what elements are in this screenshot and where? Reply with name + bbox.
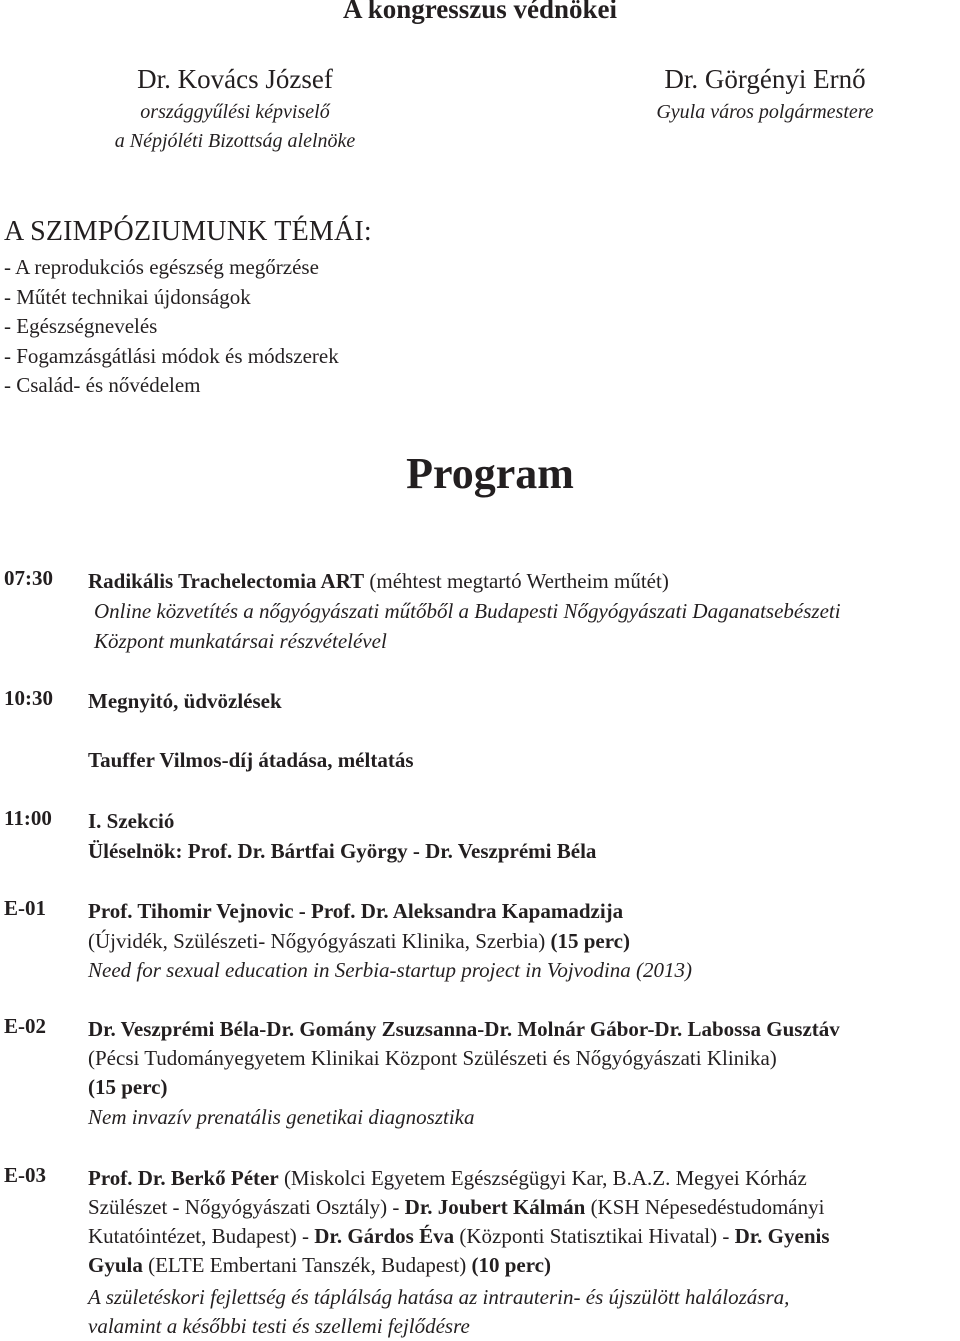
author-name: Dr. Gyenis [734, 1224, 830, 1248]
talk-code: E-02 [4, 1014, 46, 1038]
topic-item: - Egészségnevelés [4, 314, 158, 339]
affiliation-text: Szülészet - Nőgyógyászati Osztály) - [88, 1195, 405, 1219]
affiliation-text: (KSH Népesedéstudományi [585, 1195, 825, 1219]
patron-right-name: Dr. Görgényi Ernő [664, 64, 866, 94]
author-name: Prof. Dr. Berkő Péter [88, 1166, 279, 1190]
program-item-note: Központ munkatársai részvételével [94, 629, 387, 653]
talk-affiliation: (Pécsi Tudományegyetem Klinikai Központ Szülészeti és Nőgyógyászati Klinika) [88, 1046, 777, 1070]
talk-affiliation [88, 926, 630, 956]
program-item-title-bold: Radikális Trachelectomia ART [88, 569, 365, 593]
affiliation-text: Kutatóintézet, Budapest) - [88, 1224, 315, 1248]
author-name: Dr. Joubert Kálmán [404, 1195, 586, 1219]
talk-duration: (15 perc) [88, 1075, 168, 1099]
symposium-topics-heading: A SZIMPÓZIUMUNK TÉMÁI: [4, 216, 372, 247]
topic-item: - A reprodukciós egészség megőrzése [4, 255, 319, 279]
talk-authors: Prof. Tihomir Vejnovic - Prof. Dr. Aleksandra Kapamadzija [88, 899, 624, 923]
patron-left-role-1: országgyűlési képviselő [140, 101, 330, 123]
program-item-title-rest: (méhtest megtartó Wertheim műtét) [364, 569, 669, 593]
talk-authors-line [88, 1192, 824, 1222]
program-time: 10:30 [4, 686, 53, 710]
patrons-heading: A kongresszus védnökei [342, 0, 618, 24]
program-time: 11:00 [4, 806, 52, 830]
patron-left-name: Dr. Kovács József [137, 64, 333, 94]
author-name: Gyula [88, 1253, 143, 1277]
program-time: 07:30 [4, 566, 53, 590]
affiliation-text: (Miskolci Egyetem Egészségügyi Kar, B.A.Z. Megyei Kórház [278, 1166, 807, 1190]
talk-code: E-01 [4, 896, 46, 920]
symposium-topic-list [4, 253, 339, 401]
talk-duration: (10 perc) [471, 1253, 551, 1277]
talk-authors-line [88, 1250, 551, 1280]
talk-authors-line [88, 1221, 830, 1251]
author-name: Dr. Gárdos Éva [314, 1224, 455, 1248]
topic-item: - Fogamzásgátlási módok és módszerek [4, 343, 339, 368]
program-heading: Program [406, 449, 574, 498]
talk-code: E-03 [4, 1163, 46, 1187]
affiliation-text: (Központi Statisztikai Hivatal) - [454, 1224, 735, 1248]
topic-item: - Műtét technikai újdonságok [4, 284, 251, 309]
affiliation-text: (Újvidék, Szülészeti- Nőgyógyászati Klinika, Szerbia) [88, 929, 551, 953]
talk-title: Need for sexual education in Serbia-startup project in Vojvodina (2013) [88, 958, 693, 982]
session-title: I. Szekció [88, 809, 175, 833]
program-item-title: Megnyitó, üdvözlések [88, 689, 282, 713]
program-item-title [88, 566, 669, 596]
award-ceremony: Tauffer Vilmos-díj átadása, méltatás [88, 748, 414, 772]
talk-duration: (15 perc) [550, 929, 630, 953]
talk-title: A születéskori fejlettség és táplálság hatása az intrauterin- és újszülött halálozásra, [88, 1285, 790, 1309]
talk-title: Nem invazív prenatális genetikai diagnosztika [88, 1105, 475, 1129]
talk-authors: Dr. Veszprémi Béla-Dr. Gomány Zsuzsanna-Dr. Molnár Gábor-Dr. Labossa Gusztáv [88, 1017, 840, 1041]
topic-item: - Család- és nővédelem [4, 373, 201, 398]
session-chairs: Üléselnök: Prof. Dr. Bártfai György - Dr. Veszprémi Béla [88, 839, 597, 863]
program-item-note: Online közvetítés a nőgyógyászati műtőből a Budapesti Nőgyógyászati Daganatsebészeti [94, 599, 841, 623]
affiliation-text: (ELTE Embertani Tanszék, Budapest) [142, 1253, 472, 1277]
talk-title: valamint a későbbi testi és szellemi fejlődésre [88, 1314, 470, 1338]
patron-left-role-2: a Népjóléti Bizottság alelnöke [114, 130, 356, 152]
talk-authors-line [88, 1163, 807, 1193]
patron-right-role-1: Gyula város polgármestere [656, 101, 874, 123]
